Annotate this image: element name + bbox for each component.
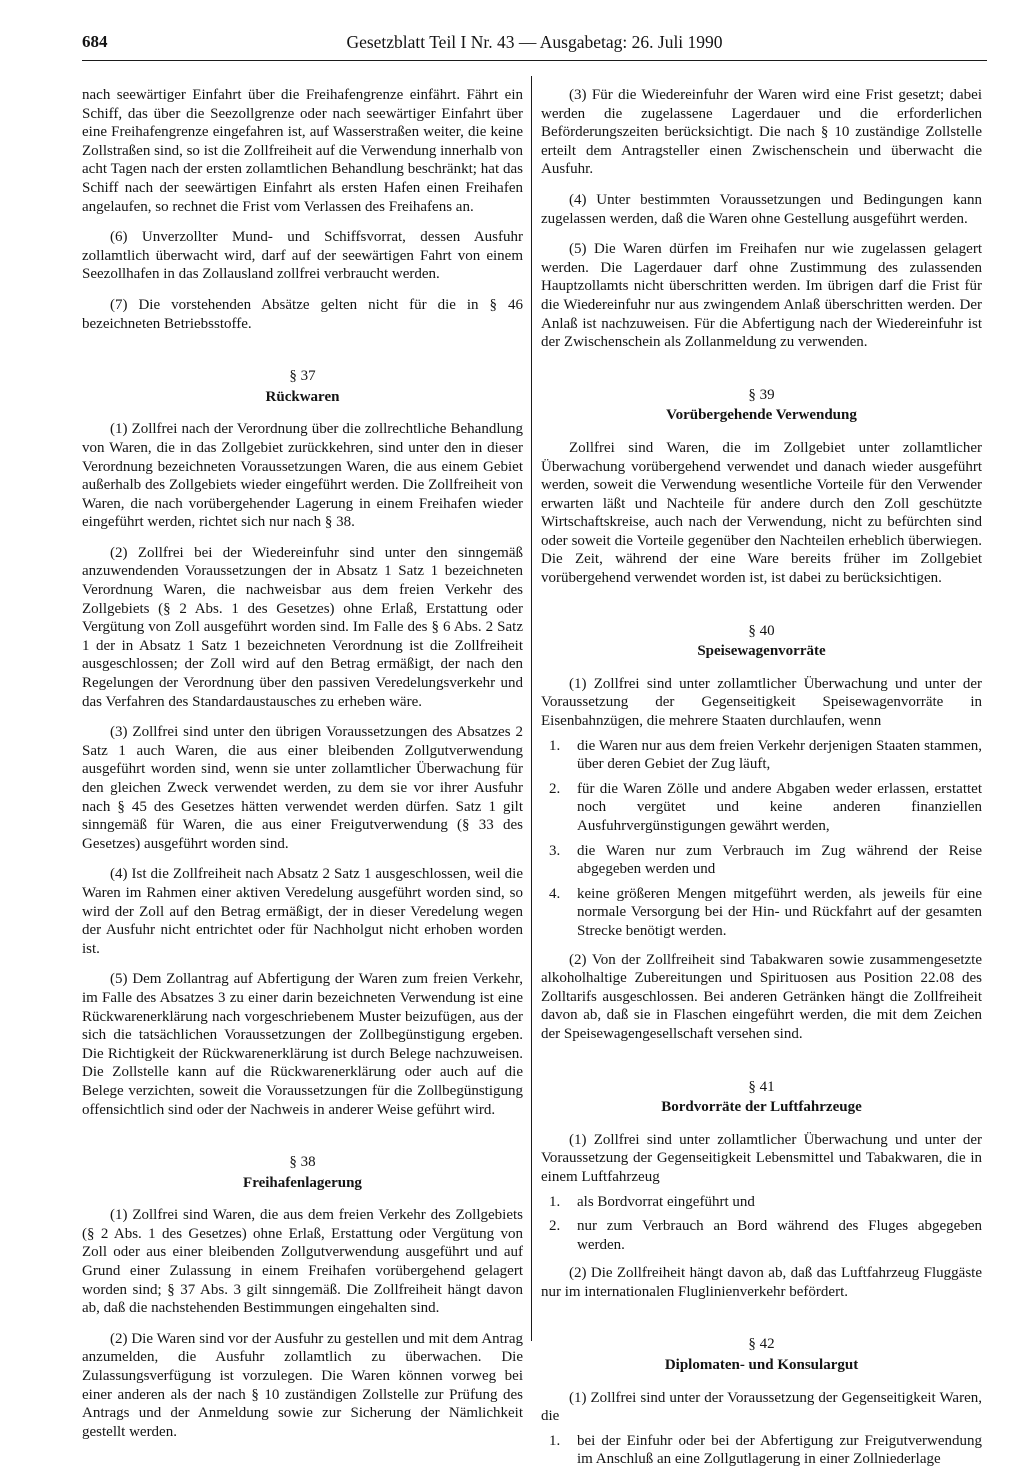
numbered-list [541, 1193, 982, 1255]
section-number: § 40 [748, 622, 775, 639]
list-item-text: die Waren nur aus dem freien Verkehr derjenigen Staaten stammen, über deren Gebiet der Zug läuft, [577, 737, 982, 773]
section-number: § 38 [289, 1154, 316, 1171]
paragraph: (2) Die Waren sind vor der Ausfuhr zu gestellen und mit dem Antrag anzumelden, die Ausfuhr zollamtlich zu überwachen. Die Zulassungsverfügung ist vorzulegen. Die Waren können vorweg bei einer anderen als der nach § 10 zuständigen Zollstelle zur Prüfung des Antrags und der Anmeldung sowie zur Sicherung der Nämlichkeit gestellt werden. [82, 1330, 523, 1440]
section-title: Freihafenlagerung [243, 1174, 362, 1191]
paragraph: (1) Zollfrei sind unter zollamtlicher Überwachung und unter der Voraussetzung der Gegenseitigkeit Lebensmittel und Tabakwaren, die in einem Luftfahrzeug [541, 1131, 982, 1185]
paragraph: (3) Zollfrei sind unter den übrigen Voraussetzungen des Absatzes 2 Satz 1 auch Waren, die aus einer bleibenden Zollgutverwendung ausgeführt worden sind, wenn sie unter zollamtlicher Überwachung für den gleichen Zweck verwendet werden, zu dem sie vor ihrer Ausfuhr nach § 45 des Gesetzes hätten verwendet werden dürfen. Satz 1 gilt sinngemäß für Waren, die aus einer Freigutverwendung (§ 33 des Gesetzes) ausgeführt worden sind. [82, 724, 523, 852]
list-item-text: die Waren nur zum Verbrauch im Zug während der Reise abgegeben werden und [577, 842, 982, 878]
list-item-text: bei der Einfuhr oder bei der Abfertigung zur Freigutverwendung im Anschluß an eine Zollgutlagerung in einer Zollniederlage [577, 1432, 982, 1468]
paragraph: Zollfrei sind Waren, die im Zollgebiet unter zollamtlicher Überwachung vorübergehend verwendet und danach wieder ausgeführt werden, soweit die Verwendung wesentliche Vorteile für den Verwender erwarten läßt und Nachteile für andere durch den Zoll geschützte Wirtschaftskreise, auch nach der Verwendung, nicht zu befürchten sind oder soweit die Vorteile gegenüber den Nachteilen erheblich überwiegen. Die Zeit, während der eine Ware bereits früher im Zollgebiet vorübergehend verwendet worden ist, ist dabei zu berücksichtigen. [541, 439, 982, 587]
paragraph: (1) Zollfrei nach der Verordnung über die zollrechtliche Behandlung von Waren, die in das Zollgebiet zurückkehren, sind unter den in dieser Verordnung bezeichneten Voraussetzungen Waren, die aus einem Gebiet außerhalb des Zollgebiets wieder eingeführt werden. Die Zollfreiheit von Waren, die nach vorübergehender Lagerung in einem Freihafen wieder eingeführt werden, richtet sich nur nach § 38. [82, 421, 523, 531]
numbered-list [541, 1432, 982, 1469]
column-divider [531, 76, 532, 1341]
list-item-number: 1. [549, 1193, 561, 1210]
list-item-text: für die Waren Zölle und andere Abgaben weder erlassen, erstattet noch vergütet und keine anderen finanziellen Ausfuhrvergünstigungen gewährt werden, [577, 780, 982, 834]
paragraph: (1) Zollfrei sind unter der Voraussetzung der Gegenseitigkeit Waren, die [541, 1389, 982, 1425]
paragraph: (2) Zollfrei bei der Wiedereinfuhr sind unter den sinngemäß anzuwendenden Voraussetzungen der in Absatz 1 Satz 1 bezeichneten Verordnung Waren, die nachweisbar aus dem freien Verkehr des Zollgebiets (§ 2 Abs. 1 des Gesetzes) ohne Erlaß, Erstattung oder Vergütung von Zoll ausgeführt worden sind. Im Falle des § 6 Abs. 2 Satz 1 der in Absatz 1 Satz 1 bezeichneten Verordnung ist die Zollfreiheit ausgeschlossen; der Zoll wird auf den Betrag ermäßigt, der nach den Regelungen der Verordnung über den passiven Veredelungsverkehr und das Verfahren des Standardaustausches zu erheben wäre. [82, 544, 523, 710]
list-item-number: 1. [549, 737, 561, 754]
paragraph: (2) Von der Zollfreiheit sind Tabakwaren sowie zusammengesetzte alkoholhaltige Zubereitungen und Spirituosen aus Position 22.08 des Zolltarifs ausgeschlossen. Bei anderen Getränken hängt die Zollfreiheit davon ab, daß sie in Flaschen eingeführt werden, die mit dem Zeichen der Speisewagengesellschaft versehen sind. [541, 951, 982, 1042]
list-item [541, 885, 982, 941]
list-item-number: 2. [549, 1218, 561, 1235]
page-number: 684 [82, 32, 108, 51]
list-item-number: 2. [549, 780, 561, 797]
list-item [541, 842, 982, 879]
list-item [541, 780, 982, 836]
list-item-text: keine größeren Mengen mitgeführt werden, als jeweils für eine normale Versorgung bei der Hin- und Rückfahrt auf der gesamten Strecke benötigt werden. [577, 885, 982, 939]
paragraph: (2) Die Zollfreiheit hängt davon ab, daß das Luftfahrzeug Fluggäste nur im internationalen Fluglinienverkehr befördert. [541, 1265, 982, 1300]
paragraph: (1) Zollfrei sind unter zollamtlicher Überwachung und unter der Voraussetzung der Gegenseitigkeit Speisewagenvorräte in Eisenbahnzügen, die mehrere Staaten durchlaufen, wenn [541, 675, 982, 730]
list-item [541, 1193, 982, 1212]
list-item-text: als Bordvorrat eingeführt und [577, 1193, 755, 1210]
list-item [541, 1432, 982, 1469]
list-item [541, 1217, 982, 1254]
paragraph: nach seewärtiger Einfahrt über die Freihafengrenze einfährt. Fährt ein Schiff, das über die Seezollgrenze oder nach seewärtiger Einfahrt über eine Freihafengrenze eingefahren ist, auf Wasserstraßen weiter, die keine Zollstraßen sind, so ist die Zollfreiheit auf die Verwendung innerhalb von acht Tagen nach der ersten zollamtlichen Behandlung beschränkt; hat das Schiff nach der seewärtigen Einfahrt als ersten Hafen einen Freihafen angelaufen, so rechnet die Frist vom Verlassen des Freihafens an. [82, 87, 523, 215]
page-header [82, 30, 987, 61]
left-column [82, 86, 523, 1453]
paragraph: (6) Unverzollter Mund- und Schiffsvorrat, dessen Ausfuhr zollamtlich überwacht wird, darf auf der seewärtigen Fahrt von einem Seezollhafen in das Zollausland zollfrei verbraucht werden. [82, 229, 523, 283]
list-item-number: 3. [549, 842, 561, 859]
paragraph: (3) Für die Wiedereinfuhr der Waren wird eine Frist gesetzt; dabei werden die zugelassene Lagerdauer und die erforderlichen Beförderungszeiten berücksichtigt. Die nach § 10 zuständige Zollstelle erteilt dem Antragsteller einen Zwischenschein und überwacht die Ausfuhr. [541, 87, 982, 178]
list-item-number: 1. [549, 1432, 561, 1449]
paragraph: (1) Zollfrei sind Waren, die aus dem freien Verkehr des Zollgebiets (§ 2 Abs. 1 des Gesetzes) ohne Erlaß, Erstattung oder Vergütung von Zoll oder aus einer bleibenden Zollgutverwendung ausgeführt und auf Grund einer Zulassung in einem Freihafen vorübergehend gelagert worden sind; § 37 Abs. 3 gilt sinngemäß. Die Zollfreiheit hängt davon ab, daß die nachstehenden Bestimmungen eingehalten sind. [82, 1207, 523, 1317]
list-item-number: 4. [549, 885, 561, 902]
paragraph: (5) Die Waren dürfen im Freihafen nur wie zugelassen gelagert werden. Die Lagerdauer darf ohne Zustimmung des zulassenden Hauptzollamts nicht überschritten werden. Im übrigen darf die Frist für die Wiedereinfuhr nur aus zwingendem Anlaß überschritten werden. Der Anlaß ist nachzuweisen. Für die Abfertigung nach der Wiedereinfuhr ist der Zwischenschein als Zollanmeldung zu verwenden. [541, 241, 982, 351]
section-number: § 37 [289, 368, 316, 385]
section-number: § 41 [748, 1078, 775, 1095]
section-number: § 39 [748, 386, 775, 403]
list-item-text: nur zum Verbrauch an Bord während des Fluges abgegeben werden. [577, 1218, 982, 1253]
section-title: Bordvorräte der Luftfahrzeuge [661, 1099, 862, 1116]
gazette-title: Gesetzblatt Teil I Nr. 43 — Ausgabetag: 26. Juli 1990 [346, 32, 723, 52]
paragraph: (4) Ist die Zollfreiheit nach Absatz 2 Satz 1 ausgeschlossen, weil die Waren im Rahmen einer aktiven Veredelung ausgeführt worden sind, so wird der Zoll auf den Betrag ermäßigt, der in dieser Veredelung wegen der Ausfuhr nicht entrichtet oder für Nachholgut nicht erhoben worden ist. [82, 866, 523, 957]
section-title: Rückwaren [265, 388, 340, 405]
section-title: Diplomaten- und Konsulargut [664, 1357, 859, 1374]
numbered-list [541, 737, 982, 941]
paragraph: (7) Die vorstehenden Absätze gelten nicht für die in § 46 bezeichneten Betriebsstoffe. [82, 296, 523, 332]
paragraph: (4) Unter bestimmten Voraussetzungen und Bedingungen kann zugelassen werden, daß die Waren ohne Gestellung ausgeführt werden. [541, 191, 982, 227]
section-title: Vorübergehende Verwendung [666, 407, 857, 424]
section-title: Speisewagenvorräte [697, 643, 826, 660]
section-number: § 42 [748, 1336, 775, 1353]
list-item [541, 737, 982, 774]
paragraph: (5) Dem Zollantrag auf Abfertigung der Waren zum freien Verkehr, im Falle des Absatzes 3 zu einer darin bezeichneten Verwendung ist eine Rückwarenerklärung nach vorgeschriebenem Muster beizufügen, aus der sich die tatsächlichen Voraussetzungen der Zollbegünstigung ergeben. Die Richtigkeit der Rückwarenerklärung ist durch Belege nachzuweisen. Die Zollstelle kann auf die Rückwarenerklärung oder auch auf die Belege verzichten, soweit die Voraussetzungen für die Zollbegünstigung offensichtlich sind oder der Nachweis in anderer Weise geführt wird. [82, 971, 523, 1118]
right-column [541, 86, 982, 1479]
